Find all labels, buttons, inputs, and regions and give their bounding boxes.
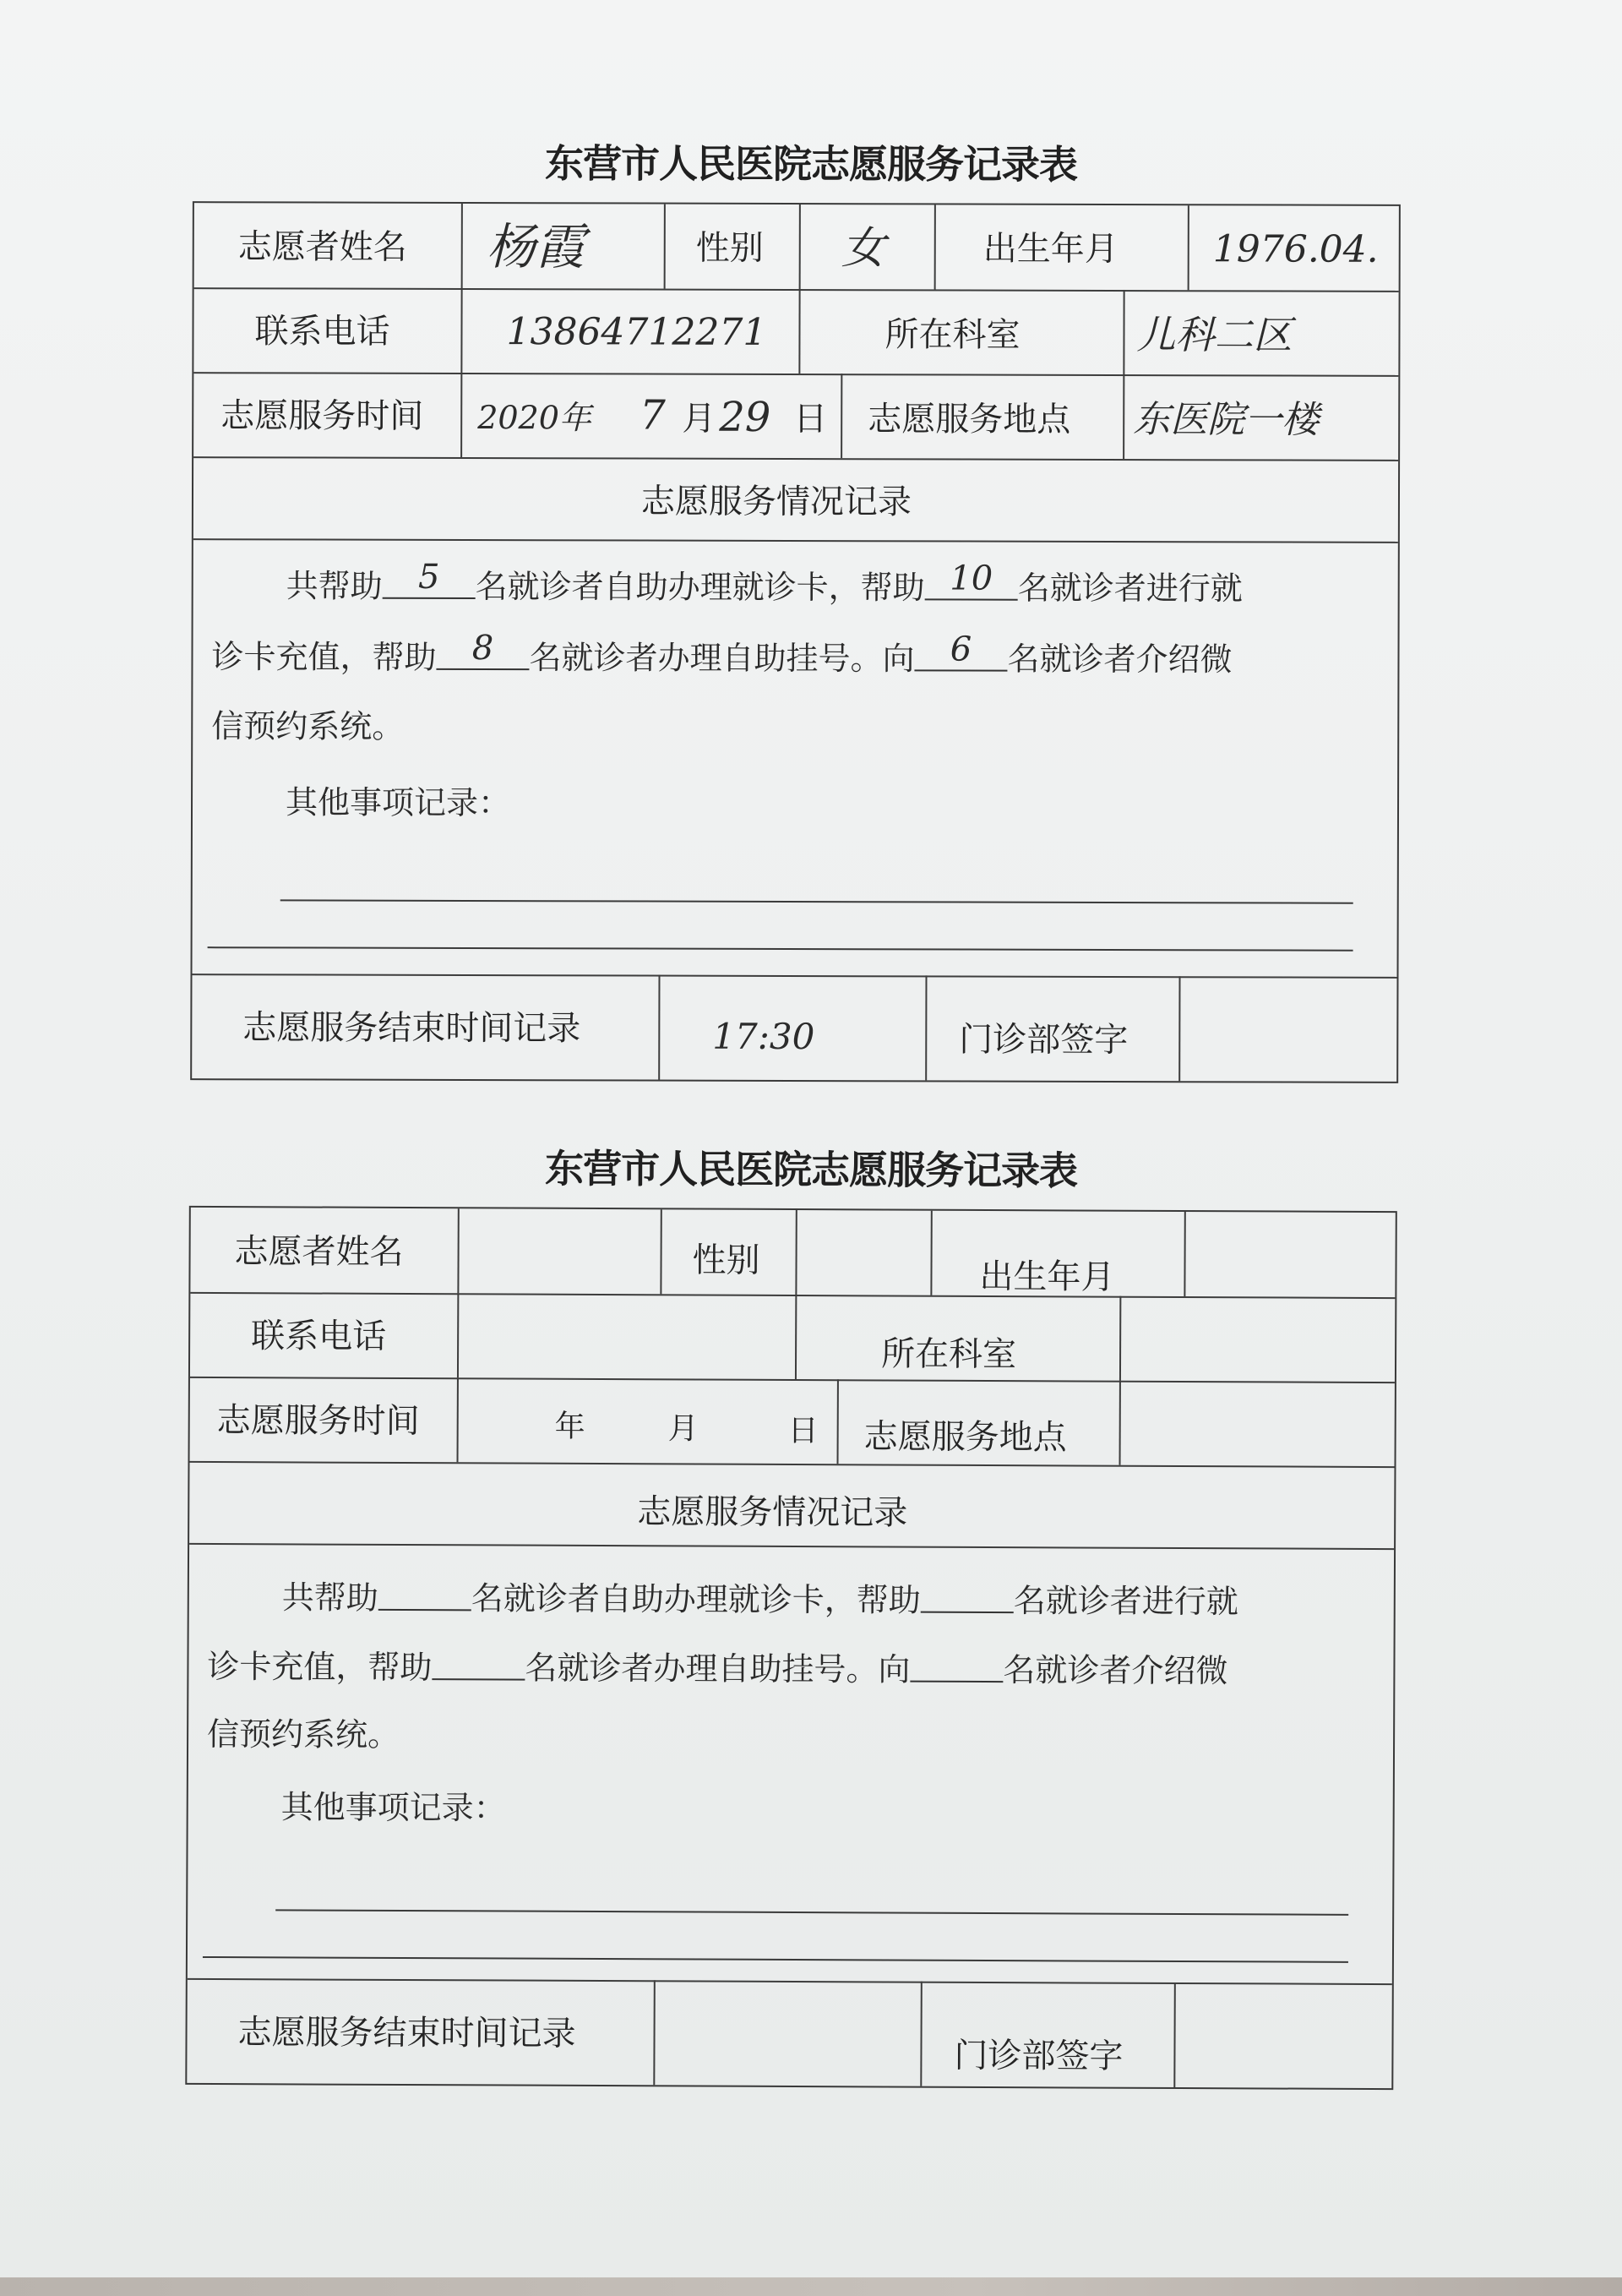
label-service-location: 志愿服务地点 — [868, 400, 1071, 439]
blank-card-count: 5 — [383, 569, 476, 599]
label-phone: 联系电话 — [251, 1317, 387, 1356]
record-line-3: 信预约系统。 — [207, 1715, 400, 1753]
unit-day: 日 — [793, 399, 828, 439]
table-surface — [0, 2277, 1622, 2296]
label-record-section: 志愿服务情况记录 — [637, 1492, 908, 1533]
value-birth: 1976.04. — [1212, 227, 1379, 271]
unit-year: 年 — [554, 1409, 585, 1444]
label-service-time: 志愿服务时间 — [216, 1401, 420, 1442]
record-line-2: 诊卡充值，帮助 8 名就诊者办理自助挂号。向 6 名就诊者介绍微 — [211, 629, 1233, 679]
other-items-line-2 — [208, 946, 1353, 952]
record-line-1: 共帮助 名就诊者自助办理就诊卡，帮助 名就诊者进行就 — [281, 1579, 1238, 1621]
label-other-items: 其他事项记录： — [285, 783, 511, 822]
label-gender: 性别 — [692, 1241, 760, 1280]
label-signature: 门诊部签字 — [959, 1020, 1129, 1061]
label-birth: 出生年月 — [982, 229, 1119, 270]
label-end-time: 志愿服务结束时间记录 — [242, 1008, 581, 1049]
record-line-2: 诊卡充值，帮助 名就诊者办理自助挂号。向 名就诊者介绍微 — [207, 1647, 1228, 1690]
record-table — [185, 1206, 1397, 2090]
record-form-2 — [0, 1002, 1622, 2158]
blank-register-count: 8 — [436, 640, 529, 670]
form-title: 东营市人民医院志愿服务记录表 — [544, 140, 1078, 188]
blank-wechat-count: 6 — [914, 641, 1007, 671]
other-items-line-1 — [275, 1909, 1348, 1916]
blank-register-count — [432, 1650, 525, 1680]
value-service-location: 东医院一楼 — [1133, 398, 1320, 442]
label-record-section: 志愿服务情况记录 — [640, 482, 912, 522]
form-title: 东营市人民医院志愿服务记录表 — [544, 1145, 1078, 1194]
label-signature: 门诊部签字 — [954, 2036, 1124, 2076]
value-phone: 13864712271 — [506, 310, 767, 354]
record-line-3: 信预约系统。 — [211, 707, 405, 745]
other-items-line-1 — [280, 899, 1353, 903]
label-department: 所在科室 — [884, 315, 1021, 355]
label-end-time: 志愿服务结束时间记录 — [237, 2013, 576, 2053]
value-gender: 女 — [841, 223, 885, 275]
blank-wechat-count — [910, 1652, 1003, 1682]
blank-card-count — [378, 1580, 471, 1611]
value-service-month: 7 — [640, 391, 666, 439]
label-other-items: 其他事项记录： — [280, 1788, 506, 1827]
value-service-day: 29 — [719, 393, 771, 441]
label-birth: 出生年月 — [979, 1257, 1115, 1297]
value-department: 儿科二区 — [1136, 312, 1293, 358]
unit-month: 月 — [667, 1411, 699, 1447]
label-service-location: 志愿服务地点 — [863, 1417, 1067, 1458]
record-table — [190, 201, 1401, 1083]
other-items-line-2 — [203, 1956, 1348, 1963]
label-department: 所在科室 — [880, 1334, 1017, 1375]
label-volunteer-name: 志愿者姓名 — [237, 227, 407, 267]
unit-month: 月 — [682, 399, 716, 439]
label-service-time: 志愿服务时间 — [220, 396, 424, 436]
value-end-time: 17:30 — [712, 1015, 815, 1058]
label-gender: 性别 — [695, 228, 764, 268]
value-service-year: 2020年 — [477, 399, 592, 437]
record-line-1: 共帮助 5 名就诊者自助办理就诊卡，帮助 10 名就诊者进行就 — [286, 557, 1243, 608]
blank-topup-count: 10 — [925, 570, 1018, 600]
label-phone: 联系电话 — [254, 312, 390, 352]
blank-topup-count — [921, 1583, 1014, 1613]
unit-day: 日 — [787, 1413, 819, 1449]
value-volunteer-name: 杨霞 — [486, 218, 585, 276]
label-volunteer-name: 志愿者姓名 — [234, 1232, 404, 1272]
